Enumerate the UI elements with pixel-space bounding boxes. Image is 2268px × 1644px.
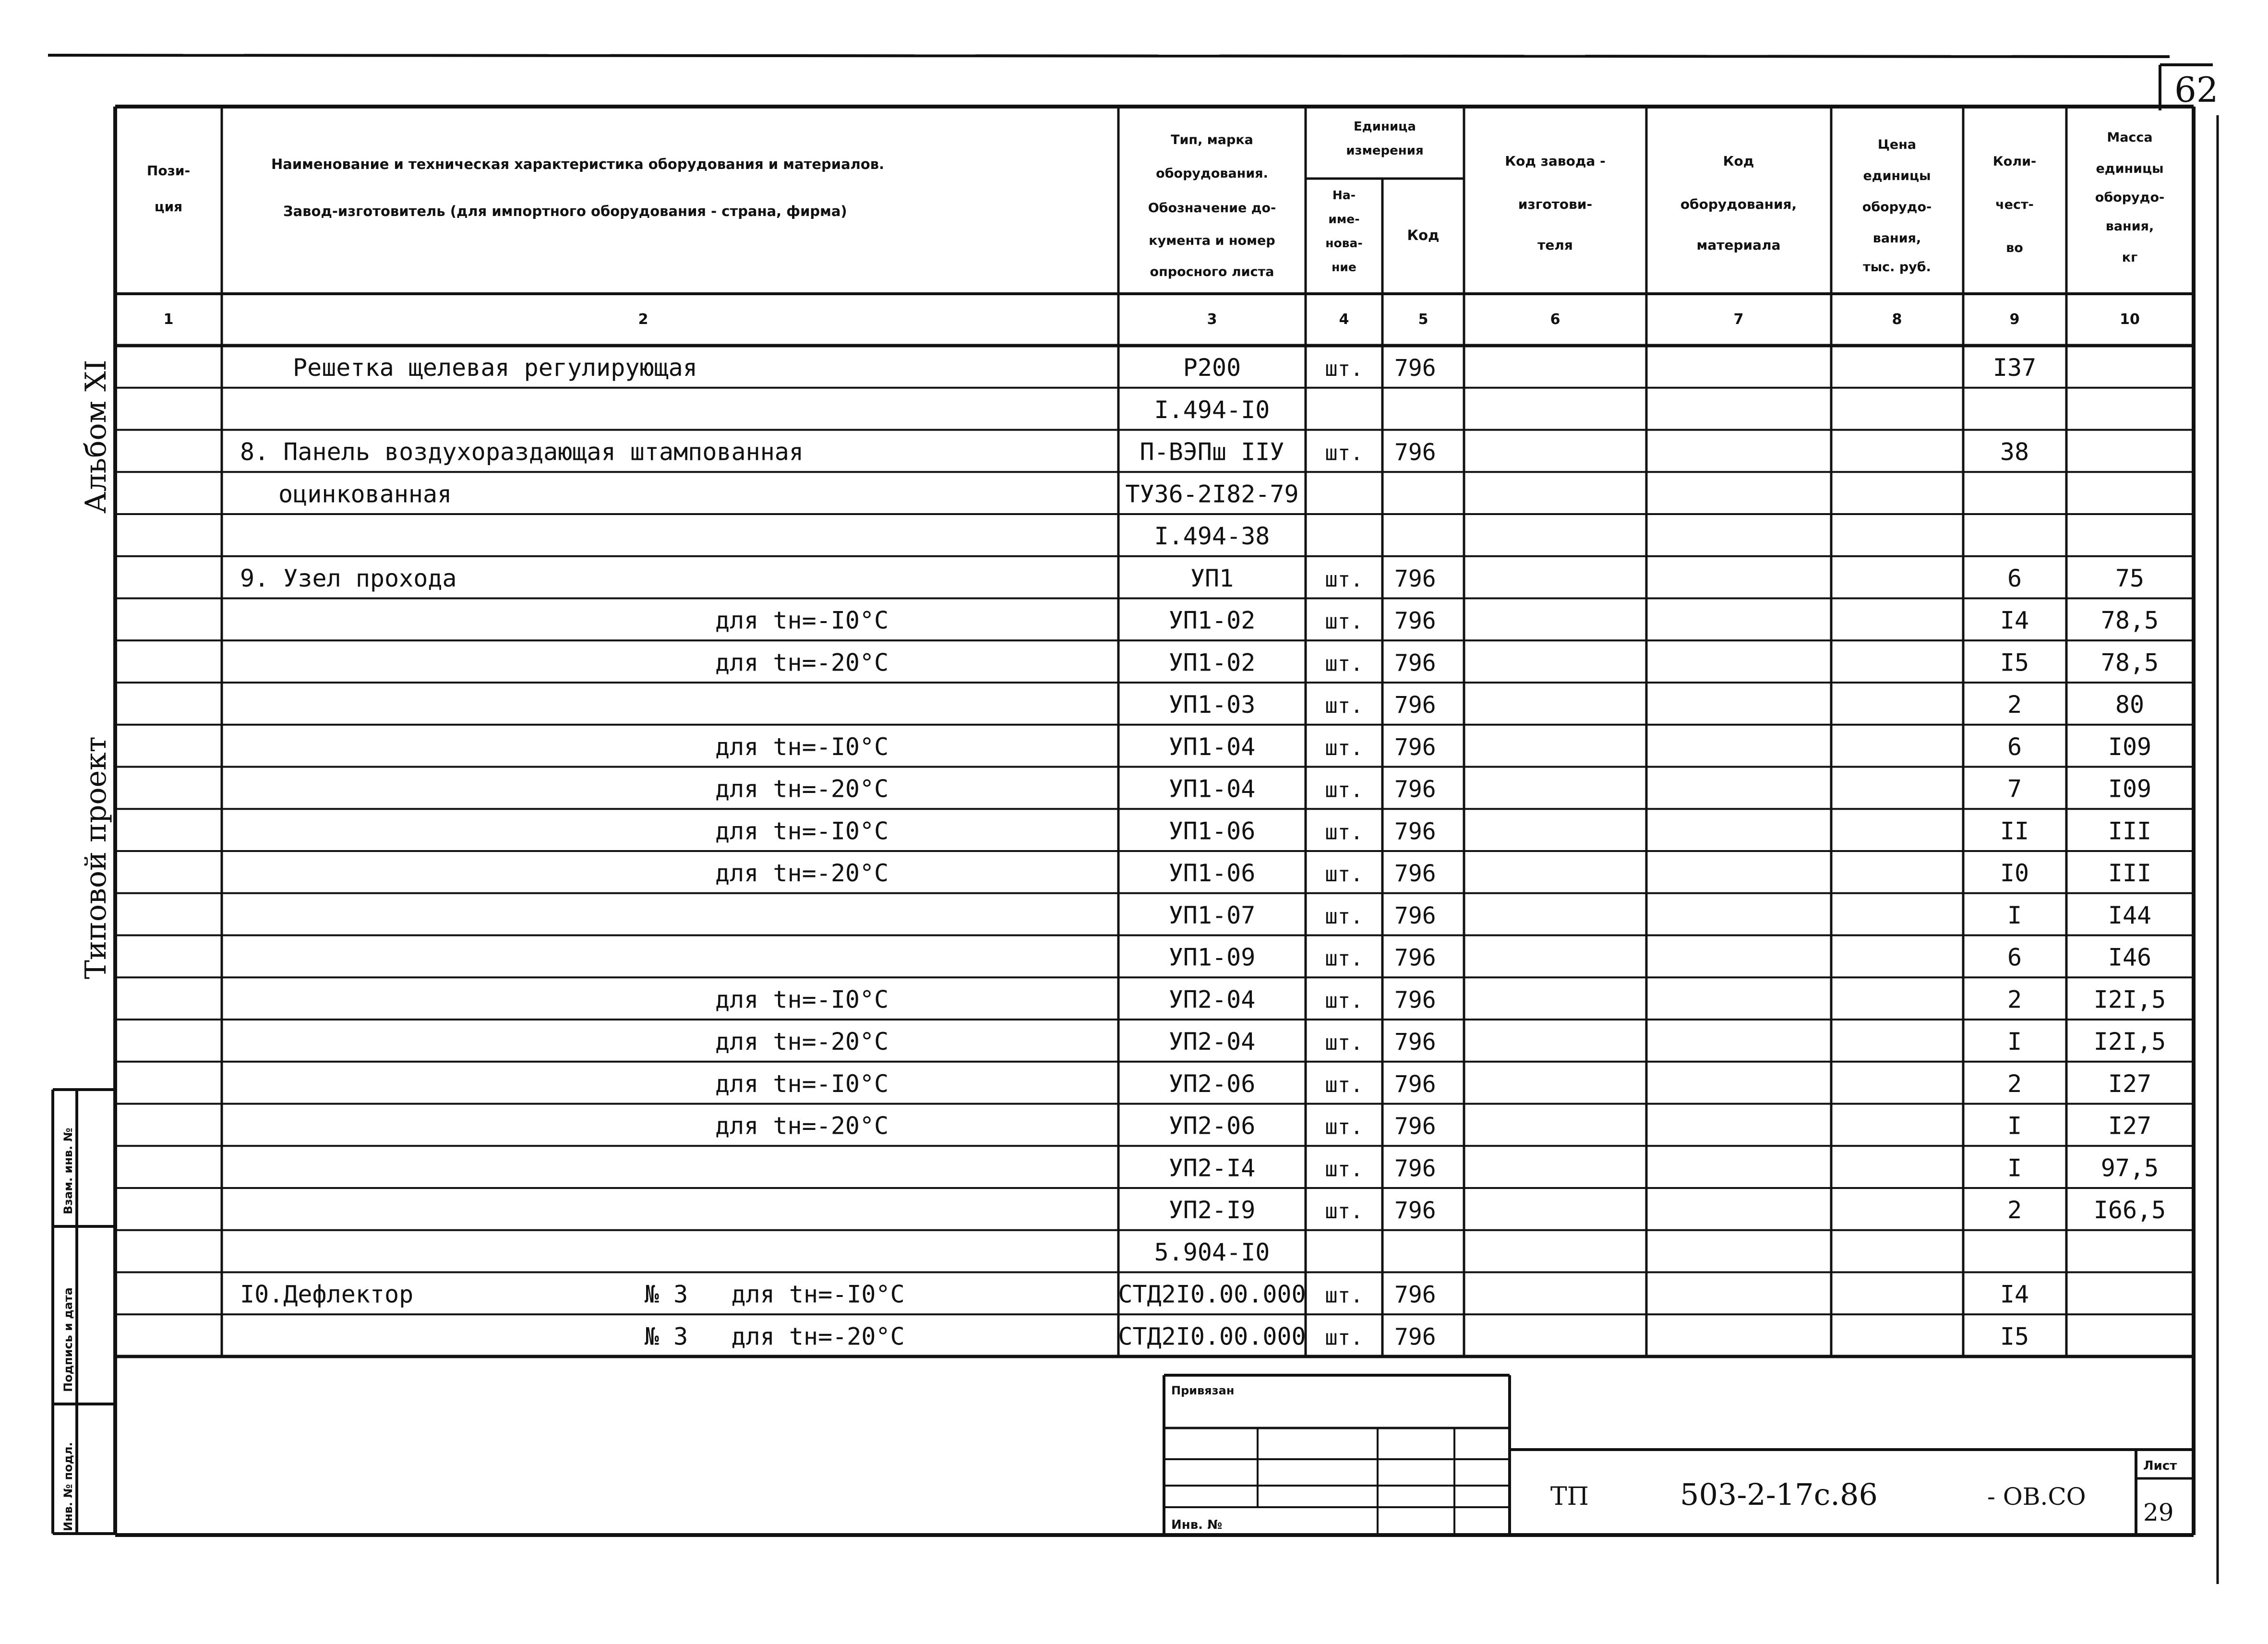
header-mass-1: Масса	[2107, 130, 2153, 145]
row-type: УП1-02	[1168, 606, 1256, 635]
row-qty: 6	[2007, 943, 2022, 972]
row-unit: шт.	[1325, 357, 1363, 382]
row-name: для tн=-I0°С	[715, 732, 889, 761]
row-qty: I5	[2000, 1322, 2029, 1351]
row-unit: шт.	[1325, 1072, 1363, 1097]
row-code: 796	[1394, 944, 1436, 972]
row-qty: I	[2007, 1028, 2022, 1056]
row-name: I0.Дефлектор № 3 для tн=-I0°С	[240, 1280, 905, 1308]
row-name: № 3 для tн=-20°С	[240, 1322, 905, 1351]
row-code: 796	[1394, 1029, 1436, 1056]
row-qty: I0	[2000, 859, 2029, 888]
row-code: 796	[1394, 692, 1436, 719]
stamp-sheet-label: Лист	[2143, 1459, 2177, 1473]
row-unit: шт.	[1325, 988, 1363, 1013]
header-price-2: единицы	[1863, 168, 1931, 183]
table-body	[240, 354, 2166, 1350]
row-name: для tн=-I0°С	[715, 1069, 889, 1098]
row-name: для tн=-I0°С	[715, 817, 889, 845]
table-header	[147, 120, 2164, 279]
row-mass: I46	[2108, 943, 2152, 972]
row-unit: шт.	[1325, 1157, 1363, 1182]
col-number: 9	[2009, 311, 2020, 328]
header-price-5: тыс. руб.	[1863, 260, 1931, 275]
stamp-suffix: - ОВ.СО	[1987, 1483, 2086, 1511]
row-name: для tн=-20°С	[715, 1028, 889, 1056]
row-code: 796	[1394, 902, 1436, 929]
col-number: 8	[1892, 311, 1902, 328]
row-code: 796	[1394, 733, 1436, 761]
header-equip-code-3: материала	[1696, 237, 1781, 253]
row-name: для tн=-20°С	[715, 1112, 889, 1140]
row-qty: I5	[2000, 648, 2029, 677]
row-mass: 97,5	[2100, 1154, 2159, 1182]
row-type: УП2-04	[1168, 985, 1256, 1014]
row-code: 796	[1394, 439, 1436, 466]
row-qty: I4	[2000, 1280, 2029, 1308]
row-code: 796	[1394, 1323, 1436, 1351]
header-qty-3: во	[2006, 240, 2023, 255]
row-code: 796	[1394, 649, 1436, 677]
row-code: 796	[1394, 986, 1436, 1014]
row-code: 796	[1394, 818, 1436, 845]
table-row	[715, 1112, 2151, 1140]
table-row	[240, 1322, 2029, 1350]
row-code: 796	[1394, 776, 1436, 803]
side-label-signature-date: Подпись и дата	[61, 1287, 75, 1392]
row-code: 796	[1394, 1197, 1436, 1224]
row-mass: I2I,5	[2093, 985, 2166, 1014]
row-type: УП2-I4	[1168, 1154, 1256, 1182]
table-row	[1154, 1238, 1270, 1266]
header-plant-code-3: теля	[1537, 237, 1573, 253]
row-type: УП2-I9	[1168, 1196, 1256, 1224]
header-unit-group-2: измерения	[1346, 144, 1424, 158]
row-name: для tн=-20°С	[715, 859, 889, 888]
row-name: для tн=-20°С	[715, 648, 889, 677]
table-row	[715, 648, 2159, 676]
side-label-inv-no: Инв. № подл.	[61, 1442, 75, 1531]
header-price-4: вания,	[1872, 231, 1921, 246]
table-row	[1154, 396, 1270, 424]
table-row	[715, 859, 2151, 887]
side-label-project: Типовой проект	[79, 736, 113, 979]
header-price-3: оборудо-	[1862, 200, 1932, 215]
row-type: УП1	[1190, 564, 1234, 592]
table-row	[278, 480, 1299, 508]
row-mass: I2I,5	[2093, 1028, 2166, 1056]
row-type: СТД2I0.00.000	[1118, 1322, 1306, 1351]
row-type: УП1-02	[1168, 648, 1256, 677]
row-type: УП2-04	[1168, 1028, 1256, 1056]
row-unit: шт.	[1325, 567, 1363, 592]
row-qty: I	[2007, 901, 2022, 929]
row-name: Решетка щелевая регулирующая	[293, 354, 697, 382]
header-plant-code-1: Код завода -	[1505, 153, 1606, 169]
row-unit: шт.	[1325, 694, 1363, 719]
row-unit: шт.	[1325, 1115, 1363, 1140]
header-type-4: кумента и номер	[1149, 233, 1275, 248]
col-number: 3	[1207, 311, 1217, 328]
col-number: 10	[2120, 311, 2140, 328]
side-label-replaces-inv: Взам. инв. №	[61, 1128, 75, 1214]
stamp-sheet-number: 29	[2143, 1499, 2174, 1526]
header-equip-code-2: оборудования,	[1680, 196, 1797, 212]
table-row	[1169, 901, 2151, 929]
row-name: для tн=-20°С	[715, 775, 889, 803]
header-mass-4: вания,	[2105, 219, 2154, 234]
header-plant-code-2: изготови-	[1518, 196, 1593, 212]
row-unit: шт.	[1325, 651, 1363, 676]
header-price-1: Цена	[1877, 137, 1917, 152]
row-qty: 38	[2000, 438, 2029, 466]
row-qty: 2	[2007, 691, 2022, 719]
table-row	[715, 985, 2166, 1013]
row-unit: шт.	[1325, 862, 1363, 887]
row-code: 796	[1394, 1070, 1436, 1098]
table-row	[715, 817, 2151, 845]
table-row	[715, 733, 2151, 761]
row-type: УП1-06	[1168, 817, 1256, 845]
table-row	[715, 775, 2151, 803]
col-number: 6	[1550, 311, 1560, 328]
row-mass: III	[2108, 859, 2152, 888]
row-name: оцинкованная	[278, 480, 452, 508]
col-number: 2	[638, 311, 648, 328]
header-type-3: Обозначение до-	[1148, 201, 1276, 216]
row-mass: I09	[2108, 732, 2152, 761]
row-type: 5.904-I0	[1154, 1238, 1270, 1266]
row-qty: 7	[2007, 775, 2022, 803]
row-code: 796	[1394, 565, 1436, 592]
row-unit: шт.	[1325, 778, 1363, 803]
col-number: 5	[1418, 311, 1428, 328]
header-unit-name-1: На-	[1332, 188, 1356, 202]
table-row	[1169, 944, 2151, 972]
table-row	[240, 438, 2029, 466]
table-row	[240, 564, 2144, 592]
row-code: 796	[1394, 1281, 1436, 1308]
row-code: 796	[1394, 1155, 1436, 1182]
row-mass: III	[2108, 817, 2152, 845]
row-type: I.494-I0	[1154, 396, 1270, 424]
row-type: ТУ36-2I82-79	[1125, 480, 1299, 508]
header-type-1: Тип, марка	[1171, 132, 1253, 147]
header-mass-5: кг	[2122, 250, 2138, 265]
row-qty: I	[2007, 1112, 2022, 1140]
row-unit: шт.	[1325, 609, 1363, 634]
row-type: СТД2I0.00.000	[1118, 1280, 1306, 1308]
table-row	[715, 1070, 2151, 1098]
header-qty-2: чест-	[1995, 197, 2034, 212]
row-type: I.494-38	[1154, 522, 1270, 551]
row-name: для tн=-I0°С	[715, 985, 889, 1014]
row-unit: шт.	[1325, 1283, 1363, 1308]
row-code: 796	[1394, 607, 1436, 635]
table-row	[1169, 691, 2144, 719]
row-unit: шт.	[1325, 1325, 1363, 1350]
row-mass: 78,5	[2100, 648, 2159, 677]
row-code: 796	[1394, 1113, 1436, 1140]
row-code: 796	[1394, 860, 1436, 888]
table-row	[1169, 1196, 2166, 1224]
col-number: 4	[1339, 311, 1349, 328]
header-unit-name-2: име-	[1328, 212, 1360, 226]
table-row	[715, 1028, 2166, 1056]
header-unit-code: Код	[1407, 227, 1440, 243]
table-row	[240, 1281, 2029, 1308]
row-name: 9. Узел прохода	[240, 564, 457, 592]
header-type-2: оборудования.	[1156, 166, 1268, 181]
table-frame	[115, 107, 2218, 1584]
row-unit: шт.	[1325, 904, 1363, 929]
col-number: 7	[1733, 311, 1744, 328]
header-pos-1: Пози-	[146, 163, 191, 179]
stamp-bound-label: Привязан	[1171, 1384, 1235, 1397]
page-number: 62	[2174, 70, 2219, 110]
row-mass: I66,5	[2093, 1196, 2166, 1224]
row-type: УП2-06	[1168, 1069, 1256, 1098]
table-row	[715, 607, 2159, 635]
row-qty: I37	[1992, 354, 2037, 382]
title-block	[1164, 1375, 2194, 1535]
stamp-inv-label: Инв. №	[1171, 1518, 1223, 1532]
header-type-5: опросного листа	[1150, 264, 1274, 279]
row-qty: I4	[2000, 606, 2029, 635]
row-mass: I27	[2108, 1112, 2152, 1140]
row-qty: 2	[2007, 1069, 2022, 1098]
row-mass: I27	[2108, 1069, 2152, 1098]
row-mass: I09	[2108, 775, 2152, 803]
header-pos-2: ция	[154, 199, 183, 215]
row-mass: I44	[2108, 901, 2152, 929]
header-unit-name-3: нова-	[1325, 236, 1363, 250]
row-unit: шт.	[1325, 1031, 1363, 1056]
row-type: УП2-06	[1168, 1112, 1256, 1140]
header-unit-group-1: Единица	[1354, 120, 1416, 134]
row-mass: 78,5	[2100, 606, 2159, 635]
header-unit-name-4: ние	[1332, 260, 1356, 274]
row-mass: 80	[2115, 691, 2145, 719]
row-qty: I	[2007, 1154, 2022, 1182]
header-name-2: Завод-изготовитель (для импортного оборудования - страна, фирма)	[283, 203, 847, 219]
row-name: 8. Панель воздухораздающая штампованная	[240, 438, 804, 466]
row-code: 796	[1394, 355, 1436, 382]
side-label-album: Альбом XI	[79, 360, 113, 514]
row-qty: II	[2000, 817, 2029, 845]
row-unit: шт.	[1325, 735, 1363, 760]
header-equip-code-1: Код	[1723, 153, 1754, 169]
table-row	[1154, 522, 1270, 550]
header-qty-1: Коли-	[1992, 154, 2037, 169]
row-unit: шт.	[1325, 441, 1363, 466]
row-type: Р200	[1183, 354, 1241, 382]
row-qty: 2	[2007, 1196, 2022, 1224]
column-numbers	[164, 311, 2140, 328]
row-type: П-ВЭПш IIУ	[1140, 438, 1284, 466]
stamp-doc-code: 503-2-17с.86	[1680, 1477, 1878, 1512]
row-type: УП1-06	[1168, 859, 1256, 888]
row-type: УП1-04	[1168, 775, 1256, 803]
row-type: УП1-03	[1168, 691, 1256, 719]
header-mass-2: единицы	[2096, 161, 2164, 176]
row-type: УП1-07	[1168, 901, 1256, 929]
row-unit: шт.	[1325, 946, 1363, 971]
row-qty: 6	[2007, 564, 2022, 592]
row-qty: 2	[2007, 985, 2022, 1014]
stamp-series: ТП	[1550, 1482, 1589, 1511]
row-mass: 75	[2115, 564, 2145, 592]
row-unit: шт.	[1325, 1199, 1363, 1224]
table-row	[1169, 1154, 2159, 1182]
header-name-1: Наименование и техническая характеристика оборудования и материалов.	[271, 156, 885, 172]
header-mass-3: оборудо-	[2095, 190, 2165, 205]
row-qty: 6	[2007, 732, 2022, 761]
row-unit: шт.	[1325, 820, 1363, 845]
col-number: 1	[163, 311, 174, 328]
row-type: УП1-09	[1168, 943, 1256, 972]
row-type: УП1-04	[1168, 732, 1256, 761]
row-name: для tн=-I0°С	[715, 606, 889, 635]
table-row	[293, 354, 2036, 382]
